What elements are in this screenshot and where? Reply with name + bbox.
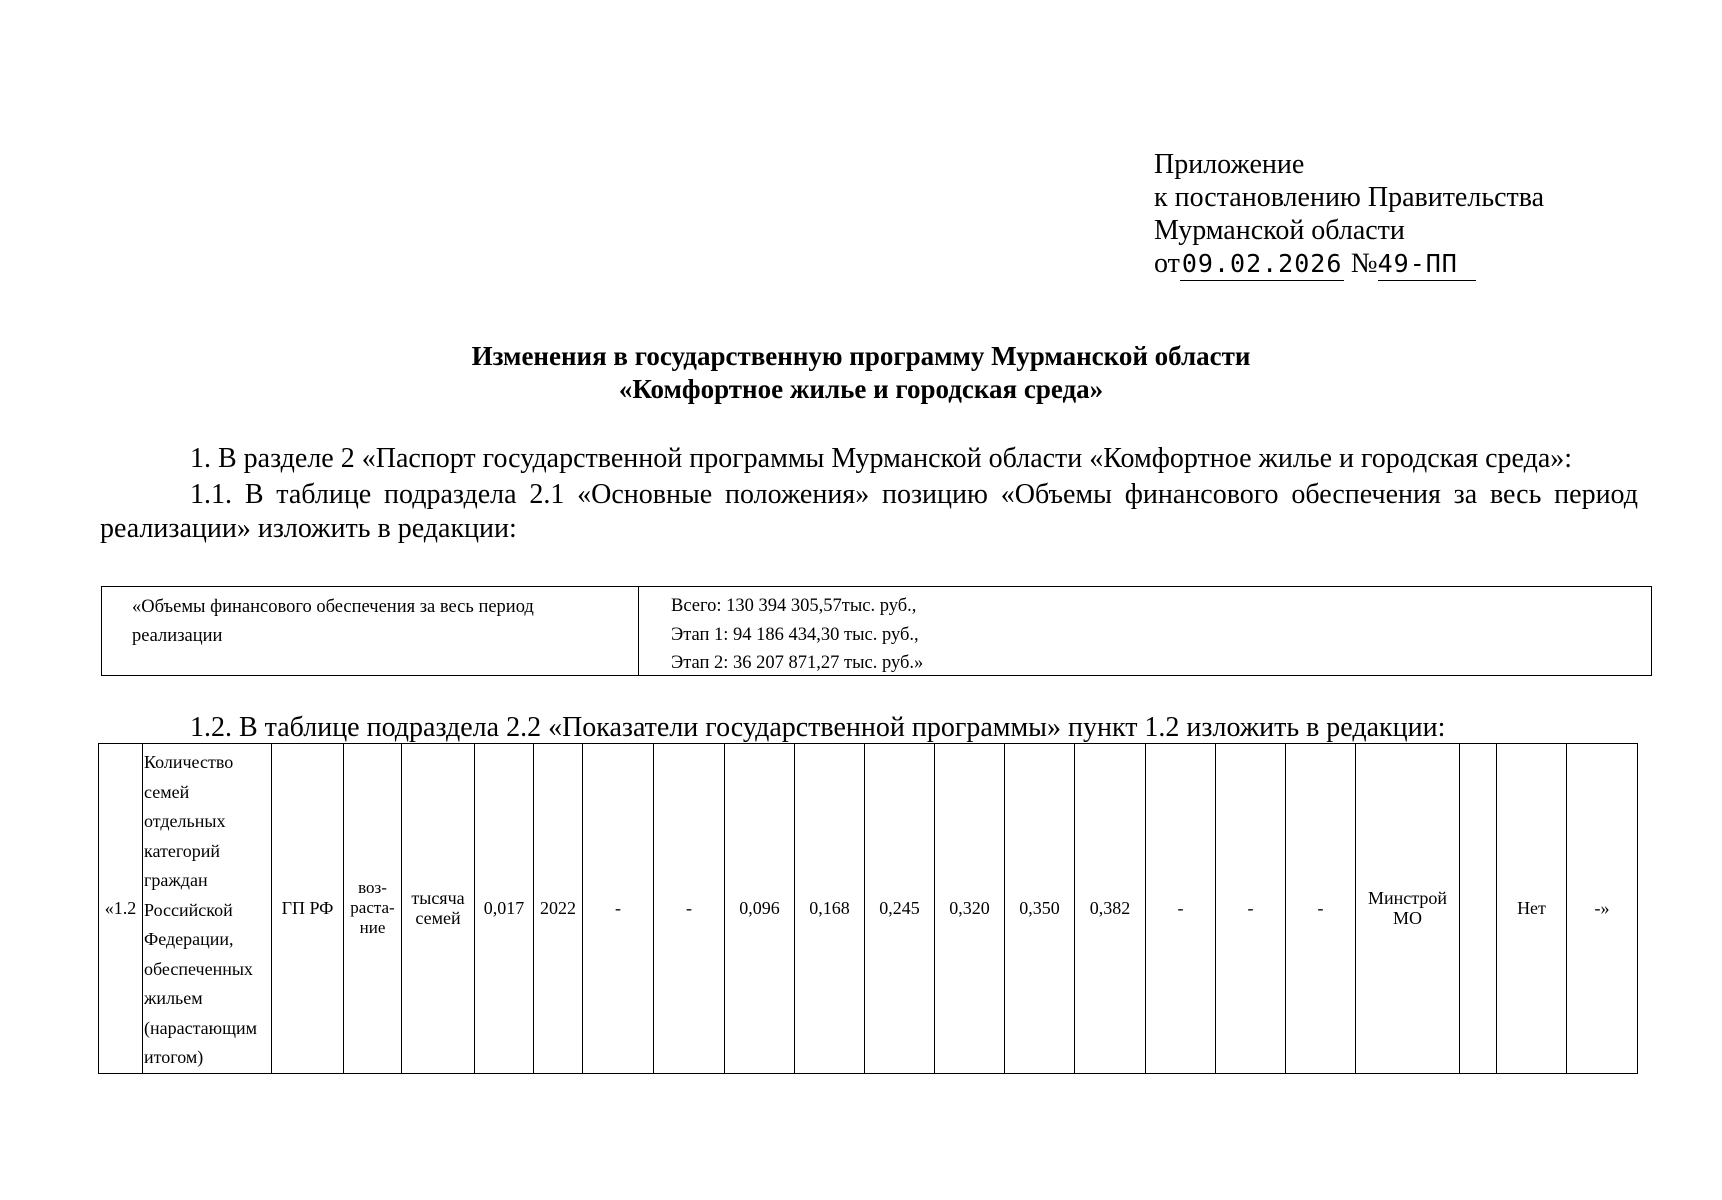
paragraph-1-2: 1.2. В таблице подраздела 2.2 «Показатели государственной программы» пункт 1.2 изложить в редакции: bbox=[190, 712, 1446, 743]
cell-responsible bbox=[1356, 744, 1460, 1074]
appendix-date-number-line bbox=[1154, 247, 1674, 281]
cell-value: 0,096 bbox=[725, 744, 795, 1074]
appendix-decree-line: к постановлению Правительства bbox=[1154, 182, 1545, 213]
name-line: семей bbox=[144, 781, 190, 802]
trend-line: воз- bbox=[358, 878, 387, 898]
cell-unit bbox=[402, 744, 475, 1074]
name-line: итогом) bbox=[144, 1047, 204, 1067]
cell-value: - bbox=[1146, 744, 1216, 1074]
trend-line: раста- bbox=[350, 898, 395, 918]
cell-item-number: «1.2 bbox=[99, 744, 143, 1074]
document-title-line2: «Комфортное жилье и городская среда» bbox=[618, 374, 1104, 404]
table-row bbox=[99, 744, 1638, 1074]
number-label: № bbox=[1350, 248, 1378, 279]
cell-closing: -» bbox=[1567, 744, 1638, 1074]
finance-position-line1: «Объемы финансового обеспечения за весь период bbox=[132, 597, 534, 617]
cell-base-value: 0,017 bbox=[475, 744, 534, 1074]
document-title bbox=[0, 340, 1722, 406]
name-line: жильем bbox=[144, 988, 203, 1008]
from-label: от bbox=[1154, 248, 1180, 279]
cell-value: - bbox=[1286, 744, 1356, 1074]
cell-trend bbox=[344, 744, 402, 1074]
finance-position-cell bbox=[102, 587, 639, 675]
finance-values-cell bbox=[639, 587, 1651, 680]
name-line: Федерации, bbox=[144, 929, 234, 949]
finance-position-line2: реализации bbox=[132, 626, 223, 646]
finance-stage-2: Этап 2: 36 207 871,27 тыс. руб.» bbox=[671, 653, 924, 673]
finance-total: Всего: 130 394 305,57тыс. руб., bbox=[671, 596, 917, 616]
name-line: обеспеченных bbox=[144, 958, 253, 979]
cell-base-year: 2022 bbox=[534, 744, 583, 1074]
cell-value: 0,382 bbox=[1075, 744, 1146, 1074]
name-line: граждан bbox=[144, 870, 208, 890]
responsible-line: МО bbox=[1392, 908, 1422, 929]
cell-value: - bbox=[654, 744, 725, 1074]
cell-indicator-name bbox=[143, 744, 272, 1074]
name-line: (нарастающим bbox=[144, 1017, 258, 1038]
cell-value: 0,168 bbox=[795, 744, 865, 1074]
indicator-table bbox=[98, 743, 1638, 1074]
paragraph-1-1: 1.1. В таблице подраздела 2.1 «Основные положения» позицию «Объемы финансового обеспечения за весь период реализации» изложить в редакции: bbox=[100, 479, 1638, 544]
responsible-line: Минстрой bbox=[1368, 888, 1447, 909]
decree-number: 49-ПП bbox=[1378, 247, 1476, 281]
cell-flag: Нет bbox=[1497, 744, 1567, 1074]
cell-value: 0,245 bbox=[865, 744, 935, 1074]
unit-line: семей bbox=[415, 908, 461, 929]
trend-line: ние bbox=[359, 918, 386, 938]
cell-level: ГП РФ bbox=[272, 744, 344, 1074]
finance-table bbox=[101, 586, 1652, 676]
cell-value: - bbox=[583, 744, 654, 1074]
finance-stage-1: Этап 1: 94 186 434,30 тыс. руб., bbox=[671, 624, 919, 645]
name-line: отдельных bbox=[144, 811, 226, 831]
cell-empty bbox=[1460, 744, 1497, 1074]
unit-line: тысяча bbox=[411, 888, 465, 909]
name-line: категорий bbox=[144, 840, 221, 861]
decree-date: 09.02.2026 bbox=[1180, 247, 1344, 281]
appendix-block bbox=[1154, 148, 1674, 281]
appendix-region-line: Мурманской области bbox=[1154, 215, 1405, 246]
cell-value: - bbox=[1216, 744, 1286, 1074]
cell-value: 0,350 bbox=[1005, 744, 1075, 1074]
name-line: Количество bbox=[144, 752, 234, 772]
paragraph-1: 1. В разделе 2 «Паспорт государственной программы Мурманской области «Комфортное жилье и городская среда»: bbox=[190, 443, 1573, 474]
appendix-title: Приложение bbox=[1154, 149, 1305, 180]
document-title-line1: Изменения в государственную программу Мурманской области bbox=[471, 341, 1251, 371]
cell-value: 0,320 bbox=[935, 744, 1005, 1074]
name-line: Российской bbox=[144, 899, 233, 920]
